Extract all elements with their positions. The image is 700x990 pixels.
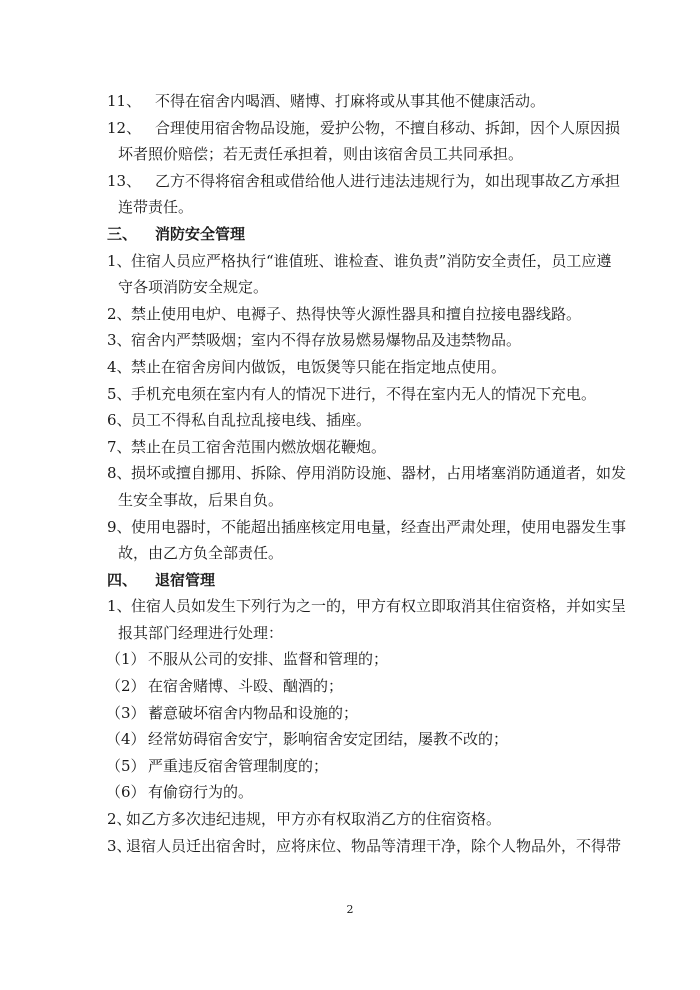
item-number: 6、 (107, 411, 132, 430)
list-item-continuation (0, 274, 700, 301)
item-number: 11、 (107, 92, 142, 110)
item-text: 员工不得私自乱拉乱接电线、插座。 (131, 411, 372, 430)
list-item (0, 407, 700, 434)
item-number: 1、 (107, 597, 132, 616)
sub-item-text: 经常妨碍宿舍安宁，影响宿舍安定团结，屡教不改的； (148, 730, 509, 749)
item-text: 合理使用宿舍物品设施，爱护公物，不擅自移动、拆卸，因个人原因损 (155, 118, 621, 137)
sub-list-item (0, 726, 700, 753)
list-item (0, 248, 700, 275)
sub-list-item (0, 673, 700, 700)
item-text: 禁止在宿舍房间内做饭，电饭煲等只能在指定地点使用。 (131, 357, 507, 376)
sub-list-item (0, 646, 700, 673)
sub-item-text: 严重违反宿舍管理制度的； (148, 756, 329, 775)
list-item (0, 115, 700, 142)
sub-item-text: 在宿舍赌博、斗殴、酗酒的； (148, 677, 344, 696)
section-title: 消防安全管理 (155, 224, 246, 243)
item-text: 手机充电须在室内有人的情况下进行，不得在室内无人的情况下充电。 (131, 384, 597, 403)
list-item (0, 381, 700, 408)
list-item (0, 806, 700, 833)
list-item (0, 168, 700, 195)
section-title: 退宿管理 (155, 570, 216, 589)
sub-item-number: （6） (106, 783, 146, 802)
item-text: 乙方不得将宿舍租或借给他人进行违法违规行为，如出现事故乙方承担 (155, 171, 621, 190)
item-number: 3、 (107, 836, 132, 855)
list-item-continuation (0, 194, 700, 221)
sub-list-item (0, 779, 700, 806)
item-text-continued: 连带责任。 (118, 198, 194, 217)
page-number: 2 (346, 903, 354, 916)
sub-list-item (0, 753, 700, 780)
document-body (0, 88, 700, 859)
item-number: 3、 (107, 331, 132, 350)
list-item-continuation (0, 487, 700, 514)
section-heading (0, 221, 700, 248)
section-number: 三、 (107, 224, 138, 243)
item-text-continued: 坏者照价赔偿；若无责任承担着，则由该宿舍员工共同承担。 (118, 145, 524, 164)
list-item (0, 593, 700, 620)
list-item (0, 327, 700, 354)
item-number: 5、 (107, 384, 132, 403)
item-number: 2、 (107, 810, 132, 829)
section-heading (0, 567, 700, 594)
item-number: 9、 (107, 517, 132, 536)
item-text: 使用电器时，不能超出插座核定用电量，经查出严肃处理，使用电器发生事 (131, 517, 627, 536)
item-number: 2、 (107, 304, 132, 323)
item-number: 7、 (107, 437, 132, 456)
item-text: 住宿人员应严格执行“谁值班、谁检查、谁负责”消防安全责任，员工应遵 (131, 251, 612, 270)
item-number: 8、 (107, 464, 132, 483)
section-number: 四、 (107, 570, 138, 589)
list-item-continuation (0, 620, 700, 647)
item-text: 禁止在员工宿舍范围内燃放烟花鞭炮。 (131, 437, 387, 456)
list-item (0, 301, 700, 328)
item-text: 损坏或擅自挪用、拆除、停用消防设施、器材，占用堵塞消防通道者，如发 (131, 464, 627, 483)
sub-item-number: （3） (106, 703, 146, 722)
list-item (0, 514, 700, 541)
sub-item-text: 有偷窃行为的。 (148, 783, 254, 802)
item-text: 退宿人员迁出宿舍时，应将床位、物品等清理干净，除个人物品外，不得带 (126, 836, 622, 855)
item-number: 4、 (107, 357, 132, 376)
sub-item-number: （2） (106, 677, 146, 696)
item-number: 13、 (107, 171, 142, 190)
sub-item-text: 蓄意破坏宿舍内物品和设施的； (148, 703, 359, 722)
item-text: 如乙方多次违纪违规，甲方亦有权取消乙方的住宿资格。 (126, 810, 502, 829)
sub-item-number: （1） (106, 650, 146, 669)
item-text-continued: 生安全事故，后果自负。 (118, 490, 284, 509)
sub-list-item (0, 700, 700, 727)
item-text-continued: 故，由乙方负全部责任。 (118, 544, 284, 563)
list-item (0, 434, 700, 461)
item-number: 12、 (107, 118, 142, 137)
item-text-continued: 守各项消防安全规定。 (118, 278, 269, 297)
sub-item-number: （5） (106, 756, 146, 775)
item-text: 宿舍内严禁吸烟；室内不得存放易燃易爆物品及违禁物品。 (131, 331, 522, 350)
sub-item-text: 不服从公司的安排、监督和管理的； (148, 650, 389, 669)
list-item (0, 88, 700, 115)
item-text: 住宿人员如发生下列行为之一的，甲方有权立即取消其住宿资格，并如实呈 (131, 597, 627, 616)
item-text: 禁止使用电炉、电褥子、热得快等火源性器具和擅自拉接电器线路。 (131, 304, 582, 323)
sub-item-number: （4） (106, 730, 146, 749)
list-item-continuation (0, 141, 700, 168)
item-text: 不得在宿舍内喝酒、赌博、打麻将或从事其他不健康活动。 (155, 92, 546, 110)
list-item (0, 833, 700, 860)
list-item (0, 354, 700, 381)
list-item (0, 460, 700, 487)
item-text-continued: 报其部门经理进行处理： (118, 623, 284, 642)
item-number: 1、 (107, 251, 132, 270)
list-item-continuation (0, 540, 700, 567)
